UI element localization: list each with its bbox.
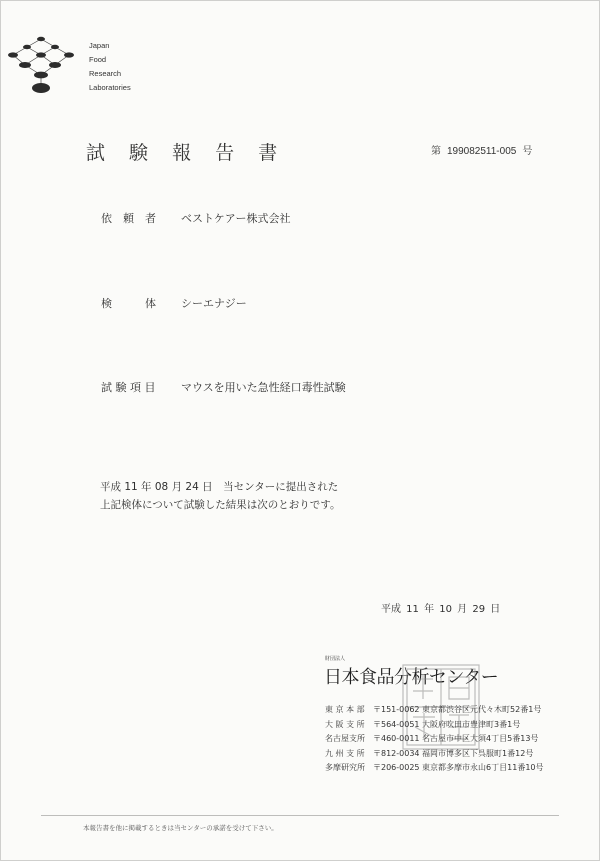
lab-name-line: Japan	[89, 41, 110, 50]
branch-row	[325, 761, 544, 776]
footer-divider	[41, 815, 559, 816]
branch-list	[325, 703, 544, 776]
branch-name: 東 京 本 部	[325, 705, 365, 714]
branch-address: 〒812-0034 福岡市博多区下呉服町1番12号	[373, 748, 534, 758]
branch-row	[325, 747, 544, 762]
client-value: ベストケアー株式会社	[181, 212, 291, 225]
branch-address: 〒460-0011 名古屋市中区大須4丁目5番13号	[373, 734, 539, 743]
branch-row	[325, 718, 544, 733]
branch-address: 〒564-0051 大阪府吹田市豊津町3番1号	[373, 719, 521, 729]
submission-statement	[100, 478, 340, 514]
lab-logo-icon	[5, 33, 85, 103]
document-number-suffix: 号	[522, 146, 533, 157]
branch-name: 大 阪 支 所	[325, 719, 365, 729]
client-label: 依 頼 者	[101, 212, 156, 225]
lab-name-line: Laboratories	[89, 83, 131, 92]
sample-value: シーエナジー	[181, 297, 247, 310]
lab-name-line: Research	[89, 69, 122, 78]
lab-name-line: Food	[89, 55, 107, 64]
footer-note: 本報告書を他に掲載するときは当センターの承諾を受けて下さい。	[83, 824, 278, 832]
corporation-prefix: 財団法人	[325, 656, 346, 662]
statement-line-1: 平成 11 年 08 月 24 日 当センターに提出された	[100, 481, 339, 493]
document-number-value: 199082511-005	[447, 146, 517, 157]
branch-address: 〒151-0062 東京都渋谷区元代々木町52番1号	[373, 705, 542, 714]
test-item-label: 試 験 項 目	[101, 381, 156, 394]
branch-row	[325, 732, 544, 747]
document-number	[431, 142, 532, 157]
sample-label: 検 体	[101, 297, 156, 310]
branch-name: 九 州 支 所	[325, 748, 365, 758]
statement-line-2: 上記検体について試験した結果は次のとおりです。	[100, 499, 341, 511]
document-title: 試 験 報 告 書	[86, 142, 287, 164]
issue-date: 平成 11 年 10 月 29 日	[381, 604, 501, 615]
branch-name: 多摩研究所	[325, 763, 365, 772]
branch-address: 〒206-0025 東京都多摩市永山6丁目11番10号	[373, 763, 544, 772]
test-item-value: マウスを用いた急性経口毒性試験	[181, 381, 346, 394]
branch-name: 名古屋支所	[325, 734, 365, 743]
organization-name: 日本食品分析センター	[324, 667, 499, 688]
branch-row	[325, 703, 544, 718]
document-number-prefix: 第	[431, 146, 441, 157]
lab-name	[89, 39, 131, 95]
